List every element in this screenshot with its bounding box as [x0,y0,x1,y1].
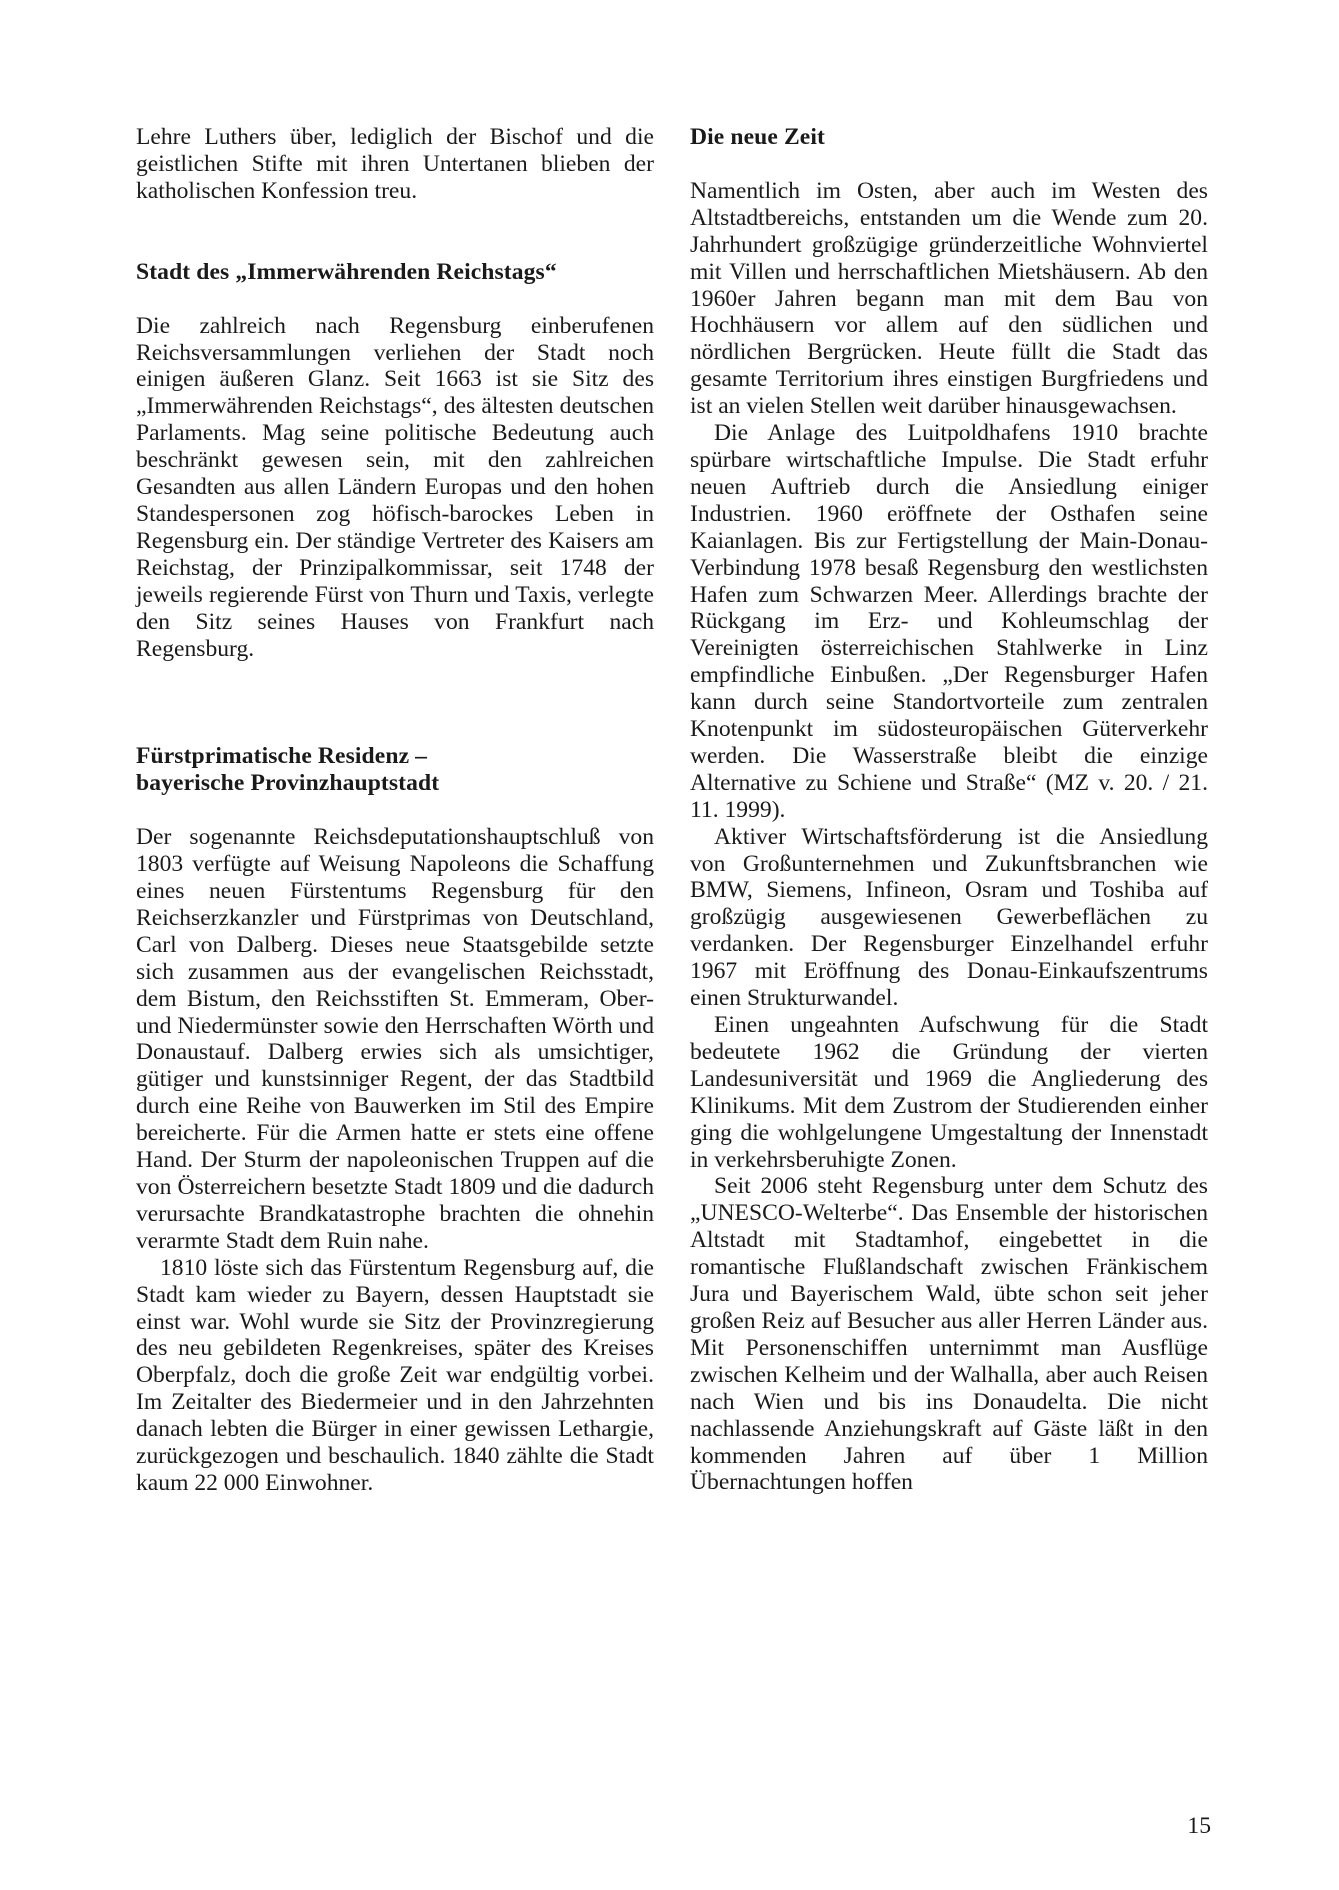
heading-neue-zeit: Die neue Zeit [690,124,825,150]
right-column [690,124,1208,1496]
residenz-paragraph-1: Der sogenannte Reichsdeputationshauptschluß von 1803 verfügte auf Weisung Napoleons die Schaffung eines neuen Fürstentums Regensburg für den Reichserzkanzler und Fürstprimas von Deutschland, Carl von Dalberg. Dieses neue Staatsgebilde setzte sich zusammen aus der evangelischen Reichsstadt, dem Bistum, den Reichsstiften St. Emmeram, Ober- und Niedermünster sowie den Herrschaften Wörth und Donaustauf. Dalberg erwies sich als umsichtiger, gütiger und kunstsinniger Regent, der das Stadtbild durch eine Reihe von Bauwerken im Stil des Empire bereicherte. Für die Armen hatte er stets eine offene Hand. Der Sturm der napoleonischen Truppen auf die von Österreichern besetzte Stadt 1809 und die dadurch verursachte Brandkatastrophe brachten die ohnehin verarmte Stadt dem Ruin nahe. [136,824,654,1254]
neue-zeit-paragraph-5: Seit 2006 steht Regensburg unter dem Schutz des „UNESCO-Welterbe“. Das Ensemble der historischen Altstadt mit Stadtamhof, eingebettet in die romantische Flußlandschaft zwischen Fränkischem Jura und Bayerischem Wald, übte schon seit jeher großen Reiz auf Besucher aus aller Herren Länder aus. Mit Personenschiffen unternimmt man Ausflüge zwischen Kelheim und der Walhalla, aber auch Reisen nach Wien und bis ins Donaudelta. Die nicht nachlassende Anziehungskraft auf Gäste läßt in den kommenden Jahren auf über 1 Million Übernachtungen hoffen [690,1173,1208,1496]
neue-zeit-paragraph-4: Einen ungeahnten Aufschwung für die Stadt bedeutete 1962 die Gründung der vierten Landesuniversität und 1969 die Angliederung des Klinikums. Mit dem Zustrom der Studierenden einher ging die wohlgelungene Umgestaltung der Innenstadt in verkehrsberuhigte Zonen. [690,1012,1208,1173]
neue-zeit-paragraph-1: Namentlich im Osten, aber auch im Westen des Altstadtbereichs, entstanden um die Wende zum 20. Jahrhundert großzügige gründerzeitliche Wohnviertel mit Villen und herrschaftlichen Mietshäusern. Ab den 1960er Jahren begann man mit dem Bau von Hochhäusern vor allem auf den südlichen und nördlichen Bergrücken. Heute füllt die Stadt das gesamte Territorium ihres einstigen Burgfriedens und ist an vielen Stellen weit darüber hinausgewachsen. [690,177,1208,420]
left-column [136,124,654,1497]
neue-zeit-paragraph-2: Die Anlage des Luitpoldhafens 1910 brachte spürbare wirtschaftliche Impulse. Die Stadt erfuhr neuen Auftrieb durch die Ansiedlung einiger Industrien. 1960 eröffnete der Osthafen seine Kaianlagen. Bis zur Fertigstellung der Main-Donau-Verbindung 1978 besaß Regensburg den westlichsten Hafen zum Schwarzen Meer. Allerdings brachte der Rückgang im Erz- und Kohleumschlag der Vereinigten österreichischen Stahlwerke in Linz empfindliche Einbußen. „Der Regensburger Hafen kann durch seine Standortvorteile zum zentralen Knotenpunkt im südosteuropäischen Güterverkehr werden. Die Wasserstraße bleibt die einzige Alternative zu Schiene und Straße“ (MZ v. 20. / 21. 11. 1999). [690,420,1208,823]
heading-residenz [136,743,654,797]
reichstag-paragraph: Die zahlreich nach Regensburg einberufenen Reichsversammlungen verliehen der Stadt noch einigen äußeren Glanz. Seit 1663 ist sie Sitz des „Immerwährenden Reichstags“, des ältesten deutschen Parlaments. Mag seine politische Bedeutung auch beschränkt gewesen sein, mit den zahlreichen Gesandten aus allen Ländern Europas und den hohen Standespersonen zog höfisch-barockes Leben in Regensburg ein. Der ständige Vertreter des Kaisers am Reichstag, der Prinzipalkommissar, seit 1748 der jeweils regierende Fürst von Thurn und Taxis, verlegte den Sitz seines Hauses von Frankfurt nach Regensburg. [136,312,654,662]
neue-zeit-paragraph-3: Aktiver Wirtschaftsförderung ist die Ansiedlung von Großunternehmen und Zukunftsbranchen wie BMW, Siemens, Infineon, Osram und Toshiba auf großzügig ausgewiesenen Gewerbeflächen zu verdanken. Der Regensburger Einzelhandel erfuhr 1967 mit Eröffnung des Donau-Einkaufszentrums einen Strukturwandel. [690,823,1208,1012]
page-number: 15 [1187,1813,1211,1839]
heading-reichstag: Stadt des „Immerwährenden Reichstags“ [136,258,557,285]
intro-paragraph: Lehre Luthers über, lediglich der Bischof und die geistlichen Stifte mit ihren Untertanen blieben der katholischen Konfession treu. [136,124,654,204]
heading-residenz-line1: Fürstprimatische Residenz – [136,743,428,770]
heading-residenz-line2: bayerische Provinzhauptstadt [136,770,440,797]
residenz-paragraph-2: 1810 löste sich das Fürstentum Regensburg auf, die Stadt kam wieder zu Bayern, dessen Hauptstadt sie einst war. Wohl wurde sie Sitz der Provinzregierung des neu gebildeten Regenkreises, später des Kreises Oberpfalz, doch die große Zeit war endgültig vorbei. Im Zeitalter des Biedermeier und in den Jahrzehnten danach lebten die Bürger in einer gewissen Lethargie, zurückgezogen und beschaulich. 1840 zählte die Stadt kaum 22 000 Einwohner. [136,1254,654,1496]
